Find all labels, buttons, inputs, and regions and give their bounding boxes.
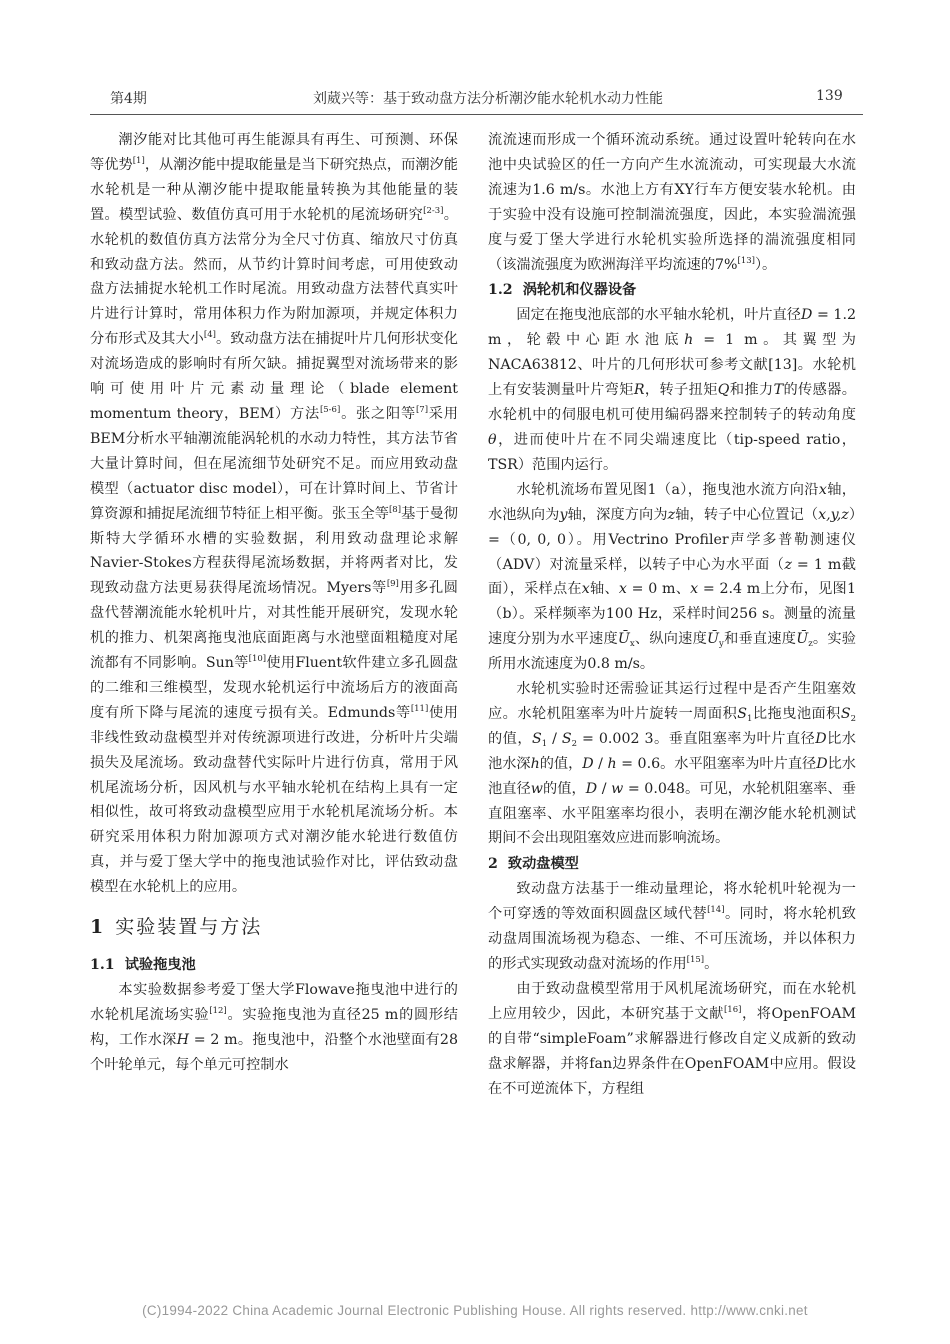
right-column — [488, 128, 856, 1102]
citation: [16] — [723, 1004, 742, 1015]
running-header-issue: 第4期 — [110, 91, 147, 107]
flow-field-paragraph: 水轮机流场布置见图1（a），拖曳池水流方向沿x轴，水池纵向为y轴，深度方向为z轴，转子中心位置记（x,y,z）=（0, 0, 0）。用Vectrino Profiler声学多普勒测速仪（ADV）对流量采样，以转子中心为水平面（z = 1 m截面），采样点在x轴、x = 0 m、x = 2.4 m上分布，见图1（b）。采样频率为100 Hz，采样时间256 s。测量的流量速度分别为水平速度$Ū_x$、纵向速度$Ū_y$和垂直速度$Ū_z$。实验所用水流速度为0.8 m/s。 — [488, 481, 856, 673]
citation: [12] — [209, 1006, 227, 1016]
actuator-disc-paragraph: 致动盘方法基于一维动量理论，将水轮机叶轮视为一个可穿透的等效面积圆盘区域代替[14]。同时，将水轮机致动盘周围流场视为稳态、一维、不可压流场，并以体积力的形式实现致动盘对流场的作用[15]。 — [488, 881, 856, 973]
citation: [11] — [410, 703, 429, 714]
citation: [15] — [686, 955, 705, 966]
running-header-title: 刘葳兴等：基于致动盘方法分析潮汐能水轮机水动力性能 — [313, 91, 663, 107]
section-heading-2: 2 致动盘模型 — [488, 856, 579, 873]
section-heading-1: 1 实验装置与方法 — [90, 916, 263, 939]
intro-paragraph: 潮汐能对比其他可再生能源具有再生、可预测、环保等优势[1]，从潮汐能中提取能量是当下研究热点，而潮汐能水轮机是一种从潮汐能中提取能量转换为其他能量的装置。模型试验、数值仿真可用于水轮机的尾流场研究[2-3]。水轮机的数值仿真方法常分为全尺寸仿真、缩放尺寸仿真和致动盘方法。然而，从节约计算时间考虑，可用使致动盘方法捕捉水轮机工作时尾流。用致动盘方法替代真实叶片进行计算时，常用体积力作为附加源项，并规定体积力分布形式及其大小[4]。致动盘方法在捕捉叶片几何形状变化对流场造成的影响时有所欠缺。捕捉翼型对流场带来的影响可使用叶片元素动量理论（blade element momentum theory，BEM）方法[5-6]。张之阳等[7]采用BEM分析水平轴潮流能涡轮机的水动力特性，其方法节省大量计算时间，但在尾流细节处研究不足。而应用致动盘模型（actuator disc model），可在计算时间上、节省计算资源和捕捉尾流细节特征上相平衡。张玉全等[8]基于曼彻斯特大学循环水槽的实验数据，利用致动盘理论求解Navier-Stokes方程获得尾流场数据，并将两者对比，发现致动盘方法更易获得尾流场情况。Myers等[9]用多孔圆盘代替潮流能水轮机叶片，对其性能开展研究，发现水轮机的推力、机架离拖曳池底面距离与水池壁面粗糙度对尾流都有不同影响。Sun等[10]使用Fluent软件建立多孔圆盘的二维和三维模型，发现水轮机运行中流场后方的液面高度有所下降与尾流的速度亏损有关。Edmunds等[11]使用非线性致动盘模型并对传统源项进行改进，分析叶片尖端损失及尾流场。致动盘替代实际叶片进行仿真，常用于风机尾流场分析，因风机与水平轴水轮机在结构上具有一定相似性，故可将致动盘模型应用于水轮机尾流场分析。本研究采用体积力附加源项方式对潮汐能水轮进行数值仿真，并与爱丁堡大学中的拖曳池试验作对比，评估致动盘模型在水轮机上的应用。 — [90, 132, 458, 896]
citation: [2-3] — [423, 205, 444, 216]
blockage-paragraph: 水轮机实验时还需验证其运行过程中是否产生阻塞效应。水轮机阻塞率为叶片旋转一周面积$S_1$比拖曳池面积$S_2$的值，$S_1 / S_2 = 0.002$ 3。垂直阻塞率为叶片直径D比水池水深h的值，D / h = 0.6。水平阻塞率为叶片直径D比水池直径w的值，D / w = 0.048。可见，水轮机阻塞率、垂直阻塞率、水平阻塞率均很小，表明在潮汐能水轮机测试期间不会出现阻塞效应进而影响流场。 — [488, 681, 856, 847]
citation: [8] — [388, 504, 402, 515]
page-number: 139 — [816, 88, 843, 104]
citation: [14] — [707, 905, 725, 916]
citation: [4] — [203, 330, 216, 341]
citation: [1] — [132, 155, 145, 166]
citation: [13] — [737, 255, 755, 266]
openfoam-paragraph: 由于致动盘模型常用于风机尾流场研究，而在水轮机上应用较少，因此，本研究基于文献[16]，将OpenFOAM的自带“simpleFoam”求解器进行修改自定义成新的致动盘求解器，并将fan边界条件在OpenFOAM中应用。假设在不可逆流体下，方程组 — [488, 981, 856, 1097]
header-rule — [90, 114, 863, 115]
towing-tank-paragraph: 本实验数据参考爱丁堡大学Flowave拖曳池中进行的水轮机尾流场实验[12]。实验拖曳池为直径25 m的圆形结构，工作水深H = 2 m。拖曳池中，沿整个水池壁面有28个叶轮单元，每个单元可控制水 — [90, 982, 458, 1073]
subsection-heading-1-1: 1.1 试验拖曳池 — [90, 957, 196, 974]
citation: [7] — [415, 404, 429, 415]
left-column — [90, 128, 458, 1078]
subsection-heading-1-2: 1.2 涡轮机和仪器设备 — [488, 282, 637, 299]
towing-tank-paragraph-continued: 流流速而形成一个循环流动系统。通过设置叶轮转向在水池中央试验区的任一方向产生水流流动，可实现最大水流流速为1.6 m/s。水池上方有XY行车方便安装水轮机。由于实验中没有设施可控制湍流强度，因此，本实验湍流强度与爱丁堡大学进行水轮机实验所选择的湍流强度相同（该湍流强度为欧洲海洋平均流速的7%[13]）。 — [488, 132, 856, 273]
turbine-paragraph: 固定在拖曳池底部的水平轴水轮机，叶片直径D = 1.2 m，轮毂中心距水池底h = 1 m。其翼型为NACA63812、叶片的几何形状可参考文献[13]。水轮机上有安装测量叶片弯矩R，转子扭矩Q和推力T的传感器。水轮机中的伺服电机可使用编码器来控制转子的转动角度θ，进而使叶片在不同尖端速度比（tip-speed ratio，TSR）范围内运行。 — [488, 307, 856, 473]
copyright-footer: (C)1994-2022 China Academic Journal Electronic Publishing House. All rights reserved. http://www.cnki.net — [142, 1303, 808, 1318]
citation: [9] — [386, 579, 399, 590]
citation: [10] — [248, 654, 267, 665]
citation: [5-6] — [319, 404, 341, 415]
